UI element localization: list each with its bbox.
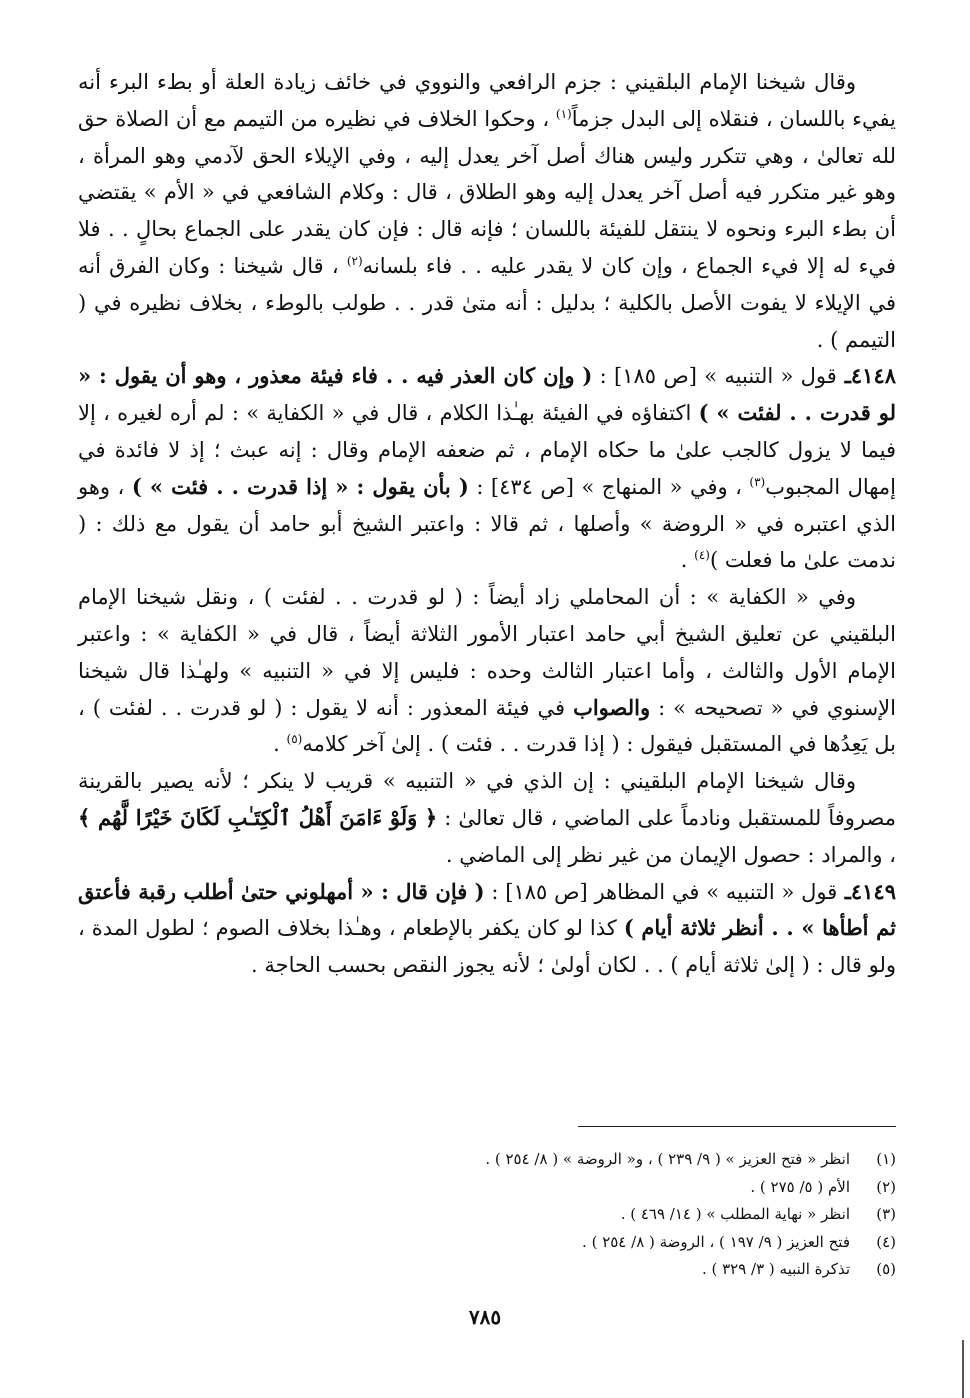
paragraph	[78, 358, 896, 579]
text-run: .	[680, 548, 695, 573]
paragraph	[78, 763, 896, 873]
text-run: ، والمراد : حصول الإيمان من غير نظر إلى الماضي .	[445, 842, 896, 867]
footnote-text: الأم ( ٥/ ٢٧٥ ) .	[750, 1177, 850, 1196]
text-run: اكتفاؤه في الفيئة بهـٰذا الكلام ، قال في « الكفاية » : لم أره لغيره ، إلا فيما لا يزول كالجب علىٰ ما حكاه الإمام ، ثم ضعفه الإمام وقال : إنه عبث ؛ إذ لا فائدة في إمهال المجبوب	[78, 401, 897, 499]
footnote	[78, 1256, 896, 1284]
page-number: ٧٨٥	[468, 1305, 502, 1329]
footnotes	[78, 1146, 896, 1284]
page-edge-mark	[962, 1340, 970, 1398]
footnote	[78, 1146, 896, 1174]
text-run: ، وفي « المنهاج » [ص ٤٣٤] :	[468, 474, 750, 499]
text-run: كذا لو كان يكفر بالإطعام ، وهـٰذا بخلاف الصوم ؛ لطول المدة ، ولو قال : ( إلىٰ ثلاثة أيام ) . . لكان أولىٰ ؛ لأنه يجوز النقص بحسب الحاجة .	[78, 916, 896, 978]
text-run: وقال شيخنا الإمام البلقيني : إن الذي في « التنبيه » قريب لا ينكر ؛ لأنه يصير بالقرينة مصروفاً للمستقبل ونادماً على الماضي ، قال تعالىٰ :	[78, 769, 896, 830]
footnote-ref: (٤)	[694, 548, 710, 563]
bold-text: ٤١٤٩ـ	[837, 878, 896, 904]
footnote	[78, 1174, 896, 1202]
paragraph	[78, 579, 896, 763]
bold-text: ﴿ وَلَوْ ءَامَنَ أَهْلُ ٱلْكِتَـٰبِ لَكَانَ خَيْرًا لَّهُم ﴾	[78, 804, 438, 830]
bold-text: ٤١٤٨ـ	[836, 363, 897, 389]
footnote-ref: (٢)	[346, 253, 363, 268]
footnote-ref: (٥)	[286, 732, 303, 747]
footnote	[78, 1201, 896, 1229]
footnote-number: (٣)	[876, 1205, 896, 1223]
text-run: ، وهو الذي اعتبره في « الروضة » وأصلها ، ثم قالا : واعتبر الشيخ أبو حامد أن يقول مع ذلك : ( ندمت علىٰ ما فعلت )	[78, 474, 896, 573]
footnote	[78, 1229, 896, 1257]
footnote-divider	[578, 1126, 896, 1127]
footnote-number: (٢)	[876, 1177, 896, 1196]
bold-text: ( وإن كان العذر فيه . . فاء فيئة معذور ، وهو أن يقول : « لو قدرت . . لفئت » )	[78, 363, 896, 426]
footnote-text: تذكرة النبيه ( ٣/ ٣٢٩ ) .	[701, 1260, 850, 1278]
text-run: وفي « الكفاية » : أن المحاملي زاد أيضاً : ( لو قدرت . . لفئت ) ، ونقل شيخنا الإمام البلقيني عن تعليق الشيخ أبي حامد اعتبار الأمور الثلاثة أيضاً ، قال في « الكفاية » : واعتبر الإمام الأول والثالث ، وأما اعتبار الثالث وحده : فليس إلا في « التنبيه » ولهـٰذا قال شيخنا الإسنوي في « تصحيحه » :	[78, 585, 896, 720]
footnote-text: انظر « نهاية المطلب » ( ١٤/ ٤٦٩ ) .	[620, 1205, 850, 1223]
text-run: قول « التنبيه » في المظاهر [ص ١٨٥] :	[484, 879, 838, 904]
footnote-number: (١)	[876, 1150, 896, 1168]
footnote-number: (٤)	[876, 1232, 896, 1251]
footnote-ref: (٣)	[749, 474, 766, 489]
text-run: قول « التنبيه » [ص ١٨٥] :	[592, 364, 837, 389]
text-run: في فيئة المعذور : أنه لا يقول : ( لو قدرت . . لفئت ) ، بل يَعِدُها في المستقبل فيقول : ( إذا قدرت . . فئت ) . إلىٰ آخر كلامه	[78, 695, 896, 757]
footnote-number: (٥)	[876, 1260, 896, 1278]
text-run: .	[273, 732, 287, 757]
bold-text: والصواب	[573, 694, 651, 720]
paragraph	[78, 874, 896, 984]
text-run: ، وحكوا الخلاف في نظيره من التيمم مع أن الصلاة حق لله تعالىٰ ، وهي تتكرر وليس هناك أصل آخر يعدل إليه ، وفي الإيلاء الحق لآدمي وهو المرأة ، وهو غير متكرر فيه أصل آخر يعدل إليه وهو الطلاق ، قال : وكلام الشافعي في « الأم » يقتضي أن بطء البرء ونحوه لا ينتقل للفيئة باللسان ؛ فإنه قال : فإن كان يقدر على الجماع بحالٍ . . فلا فيء له إلا فيء الجماع ، وإن كان لا يقدر عليه . . فاء بلسانه	[78, 106, 896, 278]
paragraph	[78, 64, 896, 358]
footnote-text: فتح العزيز ( ٩/ ١٩٧ ) ، الروضة ( ٨/ ٢٥٤ ) .	[582, 1232, 850, 1251]
text-run: وقال شيخنا الإمام البلقيني : جزم الرافعي والنووي في خائف زيادة العلة أو بطء البرء أنه يفيء باللسان ، فنقلاه إلى البدل جزماً	[78, 70, 896, 131]
footnote-ref: (١)	[555, 106, 572, 121]
bold-text: ( فإن قال : « أمهلوني حتىٰ أطلب رقبة فأعتق ثم أطأها » . . أنظر ثلاثة أيام )	[78, 878, 896, 941]
footnote-text: انظر « فتح العزيز » ( ٩/ ٢٣٩ ) ، و« الروضة » ( ٨/ ٢٥٤ ) .	[485, 1150, 850, 1168]
bold-text: ( بأن يقول : « إذا قدرت . . فئت » )	[131, 473, 469, 499]
main-text	[78, 64, 896, 984]
text-run: ، قال شيخنا : وكان الفرق أنه في الإيلاء لا يفوت الأصل بالكلية ؛ بدليل : أنه متىٰ قدر . . طولب بالوطء ، بخلاف نظيره في ( التيمم ) .	[78, 253, 896, 352]
